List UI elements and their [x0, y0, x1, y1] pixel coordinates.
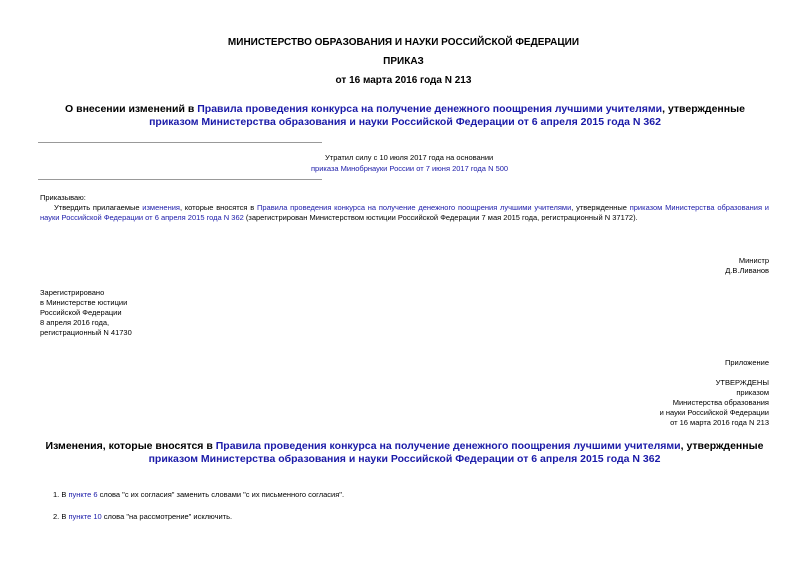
appendix-approval [660, 378, 769, 428]
appendix-line-1: приказом [736, 388, 769, 397]
document-date-number: от 16 марта 2016 года N 213 [335, 75, 472, 86]
order-text-2: , которые вносятся в [179, 203, 257, 212]
lapsed-order-link[interactable]: приказа Минобрнауки России от 7 июня 2017 года N 500 [311, 164, 509, 173]
item-1-pre: 1. В [53, 490, 69, 499]
item-1-link[interactable]: пункте 6 [68, 490, 98, 499]
ministry-heading: МИНИСТЕРСТВО ОБРАЗОВАНИЯ И НАУКИ РОССИЙСКОЙ ФЕДЕРАЦИИ [227, 37, 580, 48]
document-title [60, 103, 750, 129]
order-text-3: , утвержденные [571, 203, 630, 212]
registration-line-5: регистрационный N 41730 [40, 328, 132, 337]
registration-line-1: Зарегистрировано [40, 288, 105, 297]
title-text-1: О внесении изменений в [65, 103, 198, 115]
changes-title [40, 440, 769, 466]
order-intro: Приказываю: [40, 193, 86, 202]
item-2-post: слова "на рассмотрение" исключить. [101, 512, 233, 521]
document-type: ПРИКАЗ [383, 56, 424, 67]
title-text-2: , утвержденные [662, 103, 745, 115]
changes-link[interactable]: изменения [142, 203, 180, 212]
signature-name: Д.В.Ливанов [725, 266, 769, 275]
changes-title-text-2: , утвержденные [680, 440, 764, 452]
appendix-line-2: Министерства образования [672, 398, 769, 407]
changes-rules-link[interactable]: Правила проведения конкурса на получение денежного поощрения лучшими учителями [215, 440, 681, 452]
signature-position: Министр [738, 256, 769, 265]
item-2-pre: 2. В [53, 512, 69, 521]
appendix-line-3: и науки Российской Федерации [659, 408, 769, 417]
changes-title-text-1: Изменения, которые вносятся в [45, 440, 216, 452]
changes-order-362-link[interactable]: приказом Министерства образования и науки Российской Федерации от 6 апреля 2015 года N 362 [148, 453, 661, 465]
order-362-link[interactable]: приказом Министерства образования и науки Российской Федерации от 6 апреля 2015 года N 362 [149, 116, 661, 128]
registration-block [40, 288, 132, 338]
list-item [53, 512, 232, 522]
rules-link[interactable]: Правила проведения конкурса на получение денежного поощрения лучшими учителями [197, 103, 663, 115]
lapsed-text: Утратил силу с 10 июля 2017 года на основании [325, 153, 494, 162]
order-paragraph [40, 203, 769, 223]
order-text-4: (зарегистрирован Министерством юстиции Российской Федерации 7 мая 2015 года, регистрационный N 37172). [243, 213, 638, 222]
appendix-label: Приложение [725, 358, 769, 367]
order-362-body-link[interactable]: приказом Министерства образования и науки Российской Федерации от 6 апреля 2015 года N 362 [40, 203, 769, 222]
list-item [53, 490, 344, 500]
order-rules-link[interactable]: Правила проведения конкурса на получение денежного поощрения лучшими учителями [256, 203, 572, 212]
item-1-post: слова "с их согласия" заменить словами "с их письменного согласия". [97, 490, 345, 499]
appendix-line-4: от 16 марта 2016 года N 213 [670, 418, 769, 427]
divider-bottom [38, 179, 322, 180]
registration-line-2: в Министерстве юстиции [40, 298, 128, 307]
appendix-approved: УТВЕРЖДЕНЫ [715, 378, 769, 387]
order-text-1: Утвердить прилагаемые [54, 203, 143, 212]
item-2-link[interactable]: пункте 10 [68, 512, 102, 521]
registration-line-4: 8 апреля 2016 года, [40, 318, 110, 327]
divider-top [38, 142, 322, 143]
registration-line-3: Российской Федерации [40, 308, 122, 317]
